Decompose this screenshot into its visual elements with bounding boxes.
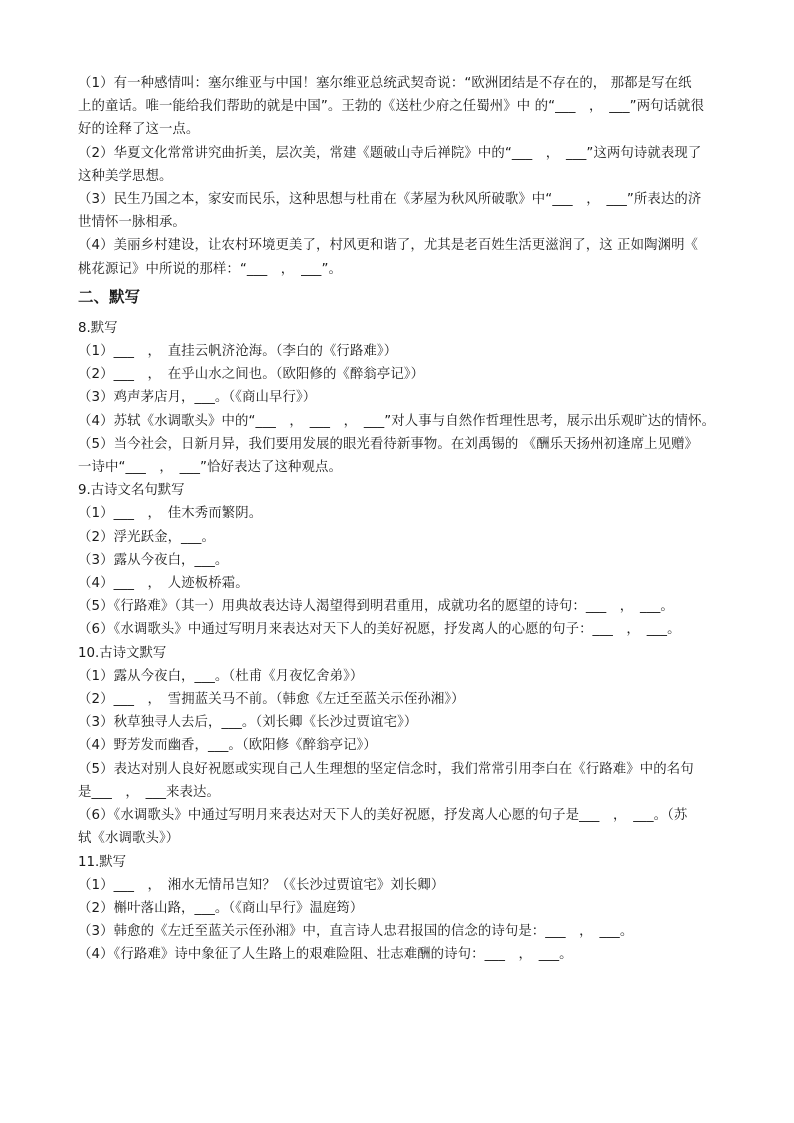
text-line: （3）秋草独寻人去后，___。（刘长卿《长沙过贾谊宅》） — [78, 715, 418, 731]
text-line: （3）露从今夜白，___。 — [78, 552, 229, 568]
text-line: 这种美学思想。 — [78, 168, 173, 184]
text-line: 上的童话。唯一能给我们帮助的就是中国”。王勃的《送杜少府之任蜀州》中 的“___ ， ___”两句话就很 — [78, 99, 705, 115]
question-10 — [78, 642, 718, 851]
text-line: （4）___ ， 人迹板桥霜。 — [78, 576, 249, 592]
text-line: 世情怀一脉相承。 — [78, 215, 186, 231]
question-9 — [78, 479, 718, 641]
question-title: 9.古诗文名句默写 — [78, 483, 185, 499]
text-line: （1）___ ， 佳木秀而繁阴。 — [78, 506, 263, 522]
text-line: （2）___ ， 在乎山水之间也。（欧阳修的《醉翁亭记》） — [78, 367, 425, 383]
text-line: （3）鸡声茅店月，___。（《商山早行》） — [78, 390, 317, 406]
question-title: 8.默写 — [78, 320, 118, 336]
text-line: 是___ ， ___来表达。 — [78, 784, 220, 800]
text-line: （5）当今社会，日新月异，我们要用发展的眼光看待新事物。在刘禹锡的 《酬乐天扬州初逢席上见赠》 — [78, 436, 699, 452]
section-heading: 二、默写 — [78, 287, 141, 306]
text-line: （6）《水调歌头》中通过写明月来表达对天下人的美好祝愿，抒发离人的心愿的句子：___ ， ___。 — [78, 622, 681, 638]
text-line: （3）韩愈的《左迁至蓝关示侄孙湘》中，直言诗人忠君报国的信念的诗句是：___ ， ___。 — [78, 924, 634, 940]
text-line: （4）苏轼《水调歌头》中的“___ ， ___ ， ___”对人事与自然作哲理性思考，展示出乐观旷达的情怀。 — [78, 413, 716, 429]
text-line: 桃花源记》中所说的那样：“___ ， ___”。 — [78, 261, 342, 277]
text-line: （2）___ ， 雪拥蓝关马不前。（韩愈《左迁至蓝关示侄孙湘》） — [78, 692, 465, 708]
text-line: （1）有一种感情叫：塞尔维亚与中国！塞尔维亚总统武契奇说：“欧洲团结是不存在的， 那都是写在纸 — [78, 76, 692, 91]
text-line: （5）表达对别人良好祝愿或实现自己人生理想的坚定信念时，我们常常引用李白在《行路难》中的名句 — [78, 761, 694, 777]
item-4 — [78, 234, 718, 280]
text-line: 好的诠释了这一点。 — [78, 122, 200, 138]
question-8 — [78, 317, 718, 479]
text-line: （1）___ ， 湘水无情吊岂知？（《长沙过贾谊宅》刘长卿） — [78, 877, 445, 893]
question-title: 11.默写 — [78, 854, 127, 870]
item-1 — [78, 72, 718, 142]
item-2 — [78, 142, 718, 188]
text-line: （1）___ ， 直挂云帆济沧海。（李白的《行路难》） — [78, 344, 398, 360]
text-line: 轼《水调歌头》） — [78, 831, 180, 847]
item-3 — [78, 188, 718, 234]
text-line: （2）浮光跃金，___。 — [78, 529, 215, 545]
text-line: （3）民生乃国之本，家安而民乐，这种思想与杜甫在《茅屋为秋风所破歌》中“___ ， ___”所表达的济 — [78, 192, 702, 208]
section-1 — [78, 72, 718, 281]
text-line: （2）华夏文化常常讲究曲折美，层次美，常建《题破山寺后禅院》中的“___ ， ___”这两句诗就表现了 — [78, 145, 702, 161]
text-line: （2）槲叶落山路，___。（《商山早行》温庭筠） — [78, 900, 364, 916]
text-line: 一诗中“___ ， ___”恰好表达了这种观点。 — [78, 460, 342, 476]
text-line: （4）美丽乡村建设，让农村环境更美了，村风更和谐了，尤其是老百姓生活更滋润了，这 正如陶渊明《 — [78, 238, 699, 254]
text-line: （6）《水调歌头》中通过写明月来表达对天下人的美好祝愿，抒发离人心愿的句子是___ ， ___。（苏 — [78, 808, 688, 824]
question-11 — [78, 851, 718, 967]
text-line: （4）野芳发而幽香，___。（欧阳修《醉翁亭记》） — [78, 738, 377, 754]
text-line: （1）露从今夜白，___。（杜甫《月夜忆舍弟》） — [78, 668, 364, 684]
text-line: （5）《行路难》（其一）用典故表达诗人渴望得到明君重用，成就功名的愿望的诗句：___ ， ___。 — [78, 599, 674, 615]
question-title: 10.古诗文默写 — [78, 645, 167, 661]
text-line: （4）《行路难》诗中象征了人生路上的艰难险阻、壮志难酬的诗句：___ ， ___。 — [78, 947, 573, 963]
